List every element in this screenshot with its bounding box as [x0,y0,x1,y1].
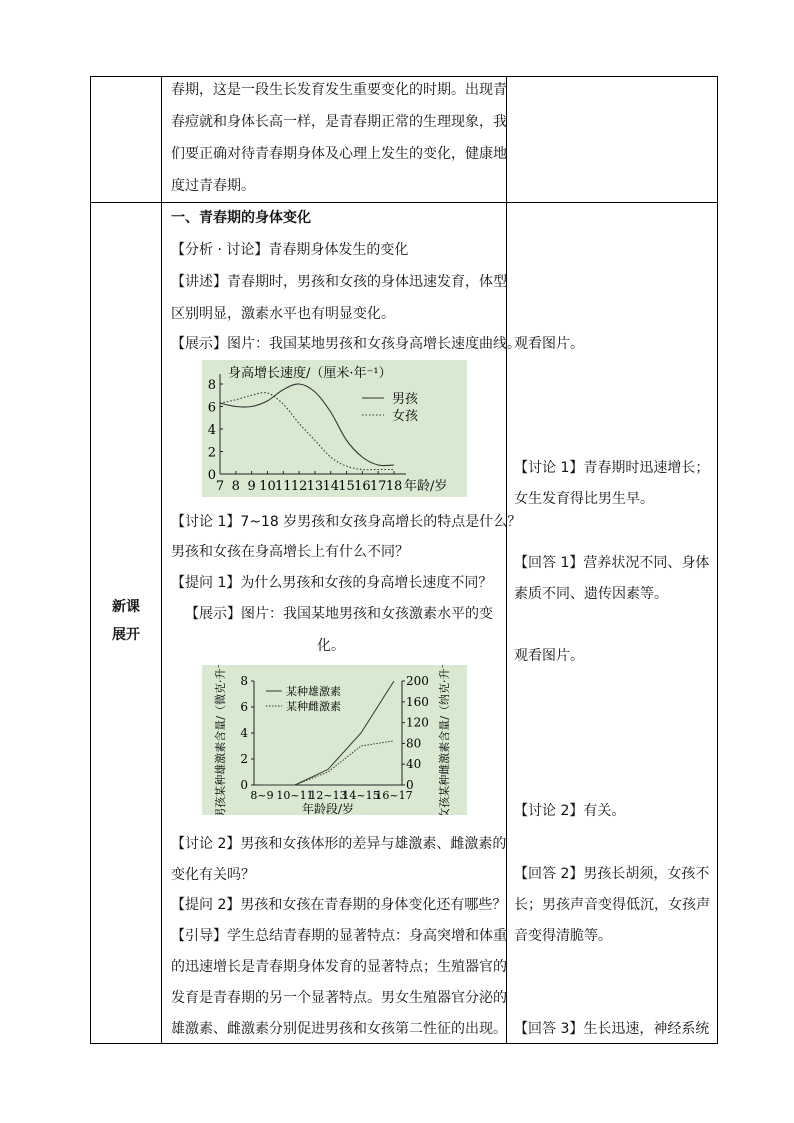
section-label-line: 新课 [112,599,140,615]
x-axis-label: 年龄/岁 [404,479,448,494]
teacher-line: 【提问 2】男孩和女孩在青春期的身体变化还有哪些？ [171,897,507,913]
series-line-girls [220,393,394,470]
series-line-estrogen [262,741,394,785]
y-tick-label: 8 [207,378,216,393]
teacher-line: 变化有关吗？ [171,867,255,883]
x-tick-label: 12~13 [309,789,347,802]
legend-label: 女孩 [392,409,419,424]
left-y-tick-label: 8 [240,674,248,688]
x-tick-label: 7 [215,479,225,494]
student-line: 观看图片。 [514,336,584,352]
x-tick-label: 15 [338,479,355,494]
teacher-line: 【引导】学生总结青春期的显著特点：身高突增和体重 [171,928,507,944]
x-tick-label: 10~11 [276,789,314,802]
x-tick-label: 12 [290,479,308,494]
teacher-line: 的迅速增长是青春期身体发育的显著特点；生殖器官的 [171,959,507,975]
section-label-line: 展开 [112,627,140,643]
student-line: 【回答 2】男孩长胡须，女孩不 [514,866,710,882]
teacher-line: 雄激素、雌激素分别促进男孩和女孩第二性征的出现。 [171,1021,507,1037]
column-divider-1 [161,77,162,1043]
height-growth-chart [202,360,467,497]
x-tick-label: 10 [259,479,276,494]
right-y-tick-label: 200 [406,674,429,688]
intro-line: 春痘就和身体长高一样，是青春期正常的生理现象，我 [171,114,507,130]
teacher-line: 化。 [317,638,345,654]
teacher-line: 【讨论 1】7~18 岁男孩和女孩身高增长的特点是什么？ [171,514,522,530]
intro-line: 度过青春期。 [171,178,255,194]
teacher-line: 【展示】图片：我国某地男孩和女孩激素水平的变 [185,606,493,622]
y-tick-label: 0 [207,468,216,483]
teacher-line: 【展示】图片：我国某地男孩和女孩身高增长速度曲线。 [171,336,521,352]
student-line: 【讨论 2】有关。 [514,803,626,819]
section-heading: 一、青春期的身体变化 [171,210,311,226]
teacher-line: 【提问 1】为什么男孩和女孩的身高增长速度不同？ [171,575,493,591]
teacher-line: 男孩和女孩在身高增长上有什么不同？ [171,544,409,560]
intro-line: 春期，这是一段生长发育发生重要变化的时期。出现青 [171,82,507,98]
x-tick-label: 16 [354,479,371,494]
student-line: 【回答 1】营养状况不同、身体 [514,555,710,571]
x-axis-label: 年龄段/岁 [301,802,355,815]
right-y-tick-label: 0 [406,778,414,792]
y-tick-label: 2 [207,445,216,461]
teacher-line: 【讨论 2】男孩和女孩体形的差异与雄激素、雌激素的 [171,836,507,852]
student-line: 【回答 3】生长迅速，神经系统 [514,1021,710,1037]
teacher-line: 【讲述】青春期时，男孩和女孩的身体迅速发育，体型 [171,274,507,290]
left-y-tick-label: 0 [240,778,248,792]
x-tick-label: 14~15 [342,789,380,802]
left-y-tick-label: 2 [240,752,248,766]
intro-line: 们要正确对待青春期身体及心理上发生的变化，健康地 [171,146,507,162]
right-y-tick-label: 120 [406,715,429,730]
legend-label: 某种雄激素 [286,685,341,698]
teacher-line: 【分析 · 讨论】青春期身体发生的变化 [171,242,409,258]
student-line: 音变得清脆等。 [514,928,612,944]
chart-title: 身高增长速度/（厘米·年⁻¹） [228,366,392,381]
legend-label: 男孩 [392,392,419,407]
student-line: 观看图片。 [514,648,584,664]
left-y-tick-label: 4 [240,726,248,740]
teacher-line: 区别明显，激素水平也有明显变化。 [171,306,395,322]
x-tick-label: 8 [231,479,240,494]
left-y-axis-label: 男孩某种雄激素含量/（微克·升⁻¹） [214,665,227,815]
hormone-chart [202,665,467,815]
right-y-tick-label: 160 [406,694,429,709]
right-y-tick-label: 80 [406,736,422,751]
series-line-boys [220,384,394,466]
student-line: 女生发育得比男生早。 [514,491,654,507]
teacher-line: 发育是青春期的另一个显著特点。男女生殖器官分泌的 [171,990,507,1006]
legend-label: 某种雌激素 [286,700,341,713]
hormone-svg [202,665,467,815]
x-tick-label: 16~17 [375,789,413,802]
section-label [91,593,161,649]
x-tick-label: 17 [369,479,387,494]
left-y-tick-label: 6 [240,700,248,714]
student-line: 素质不同、遗传因素等。 [514,586,668,602]
x-tick-label: 14 [322,479,340,494]
student-line: 【讨论 1】青春期时迅速增长； [514,460,710,476]
x-tick-label: 8~9 [250,789,274,802]
x-tick-label: 9 [247,479,256,494]
right-y-axis-label: 女孩某种雌激素含量/（纳克·升⁻¹） [438,665,451,815]
lesson-table [90,76,718,1044]
right-y-tick-label: 40 [406,757,422,772]
height-growth-svg [202,360,467,497]
y-tick-label: 4 [207,423,216,438]
x-tick-label: 13 [306,479,324,494]
x-tick-label: 11 [274,479,292,494]
student-line: 长；男孩声音变得低沉，女孩声 [514,897,710,913]
x-tick-label: 18 [385,479,403,494]
y-tick-label: 6 [207,400,216,416]
